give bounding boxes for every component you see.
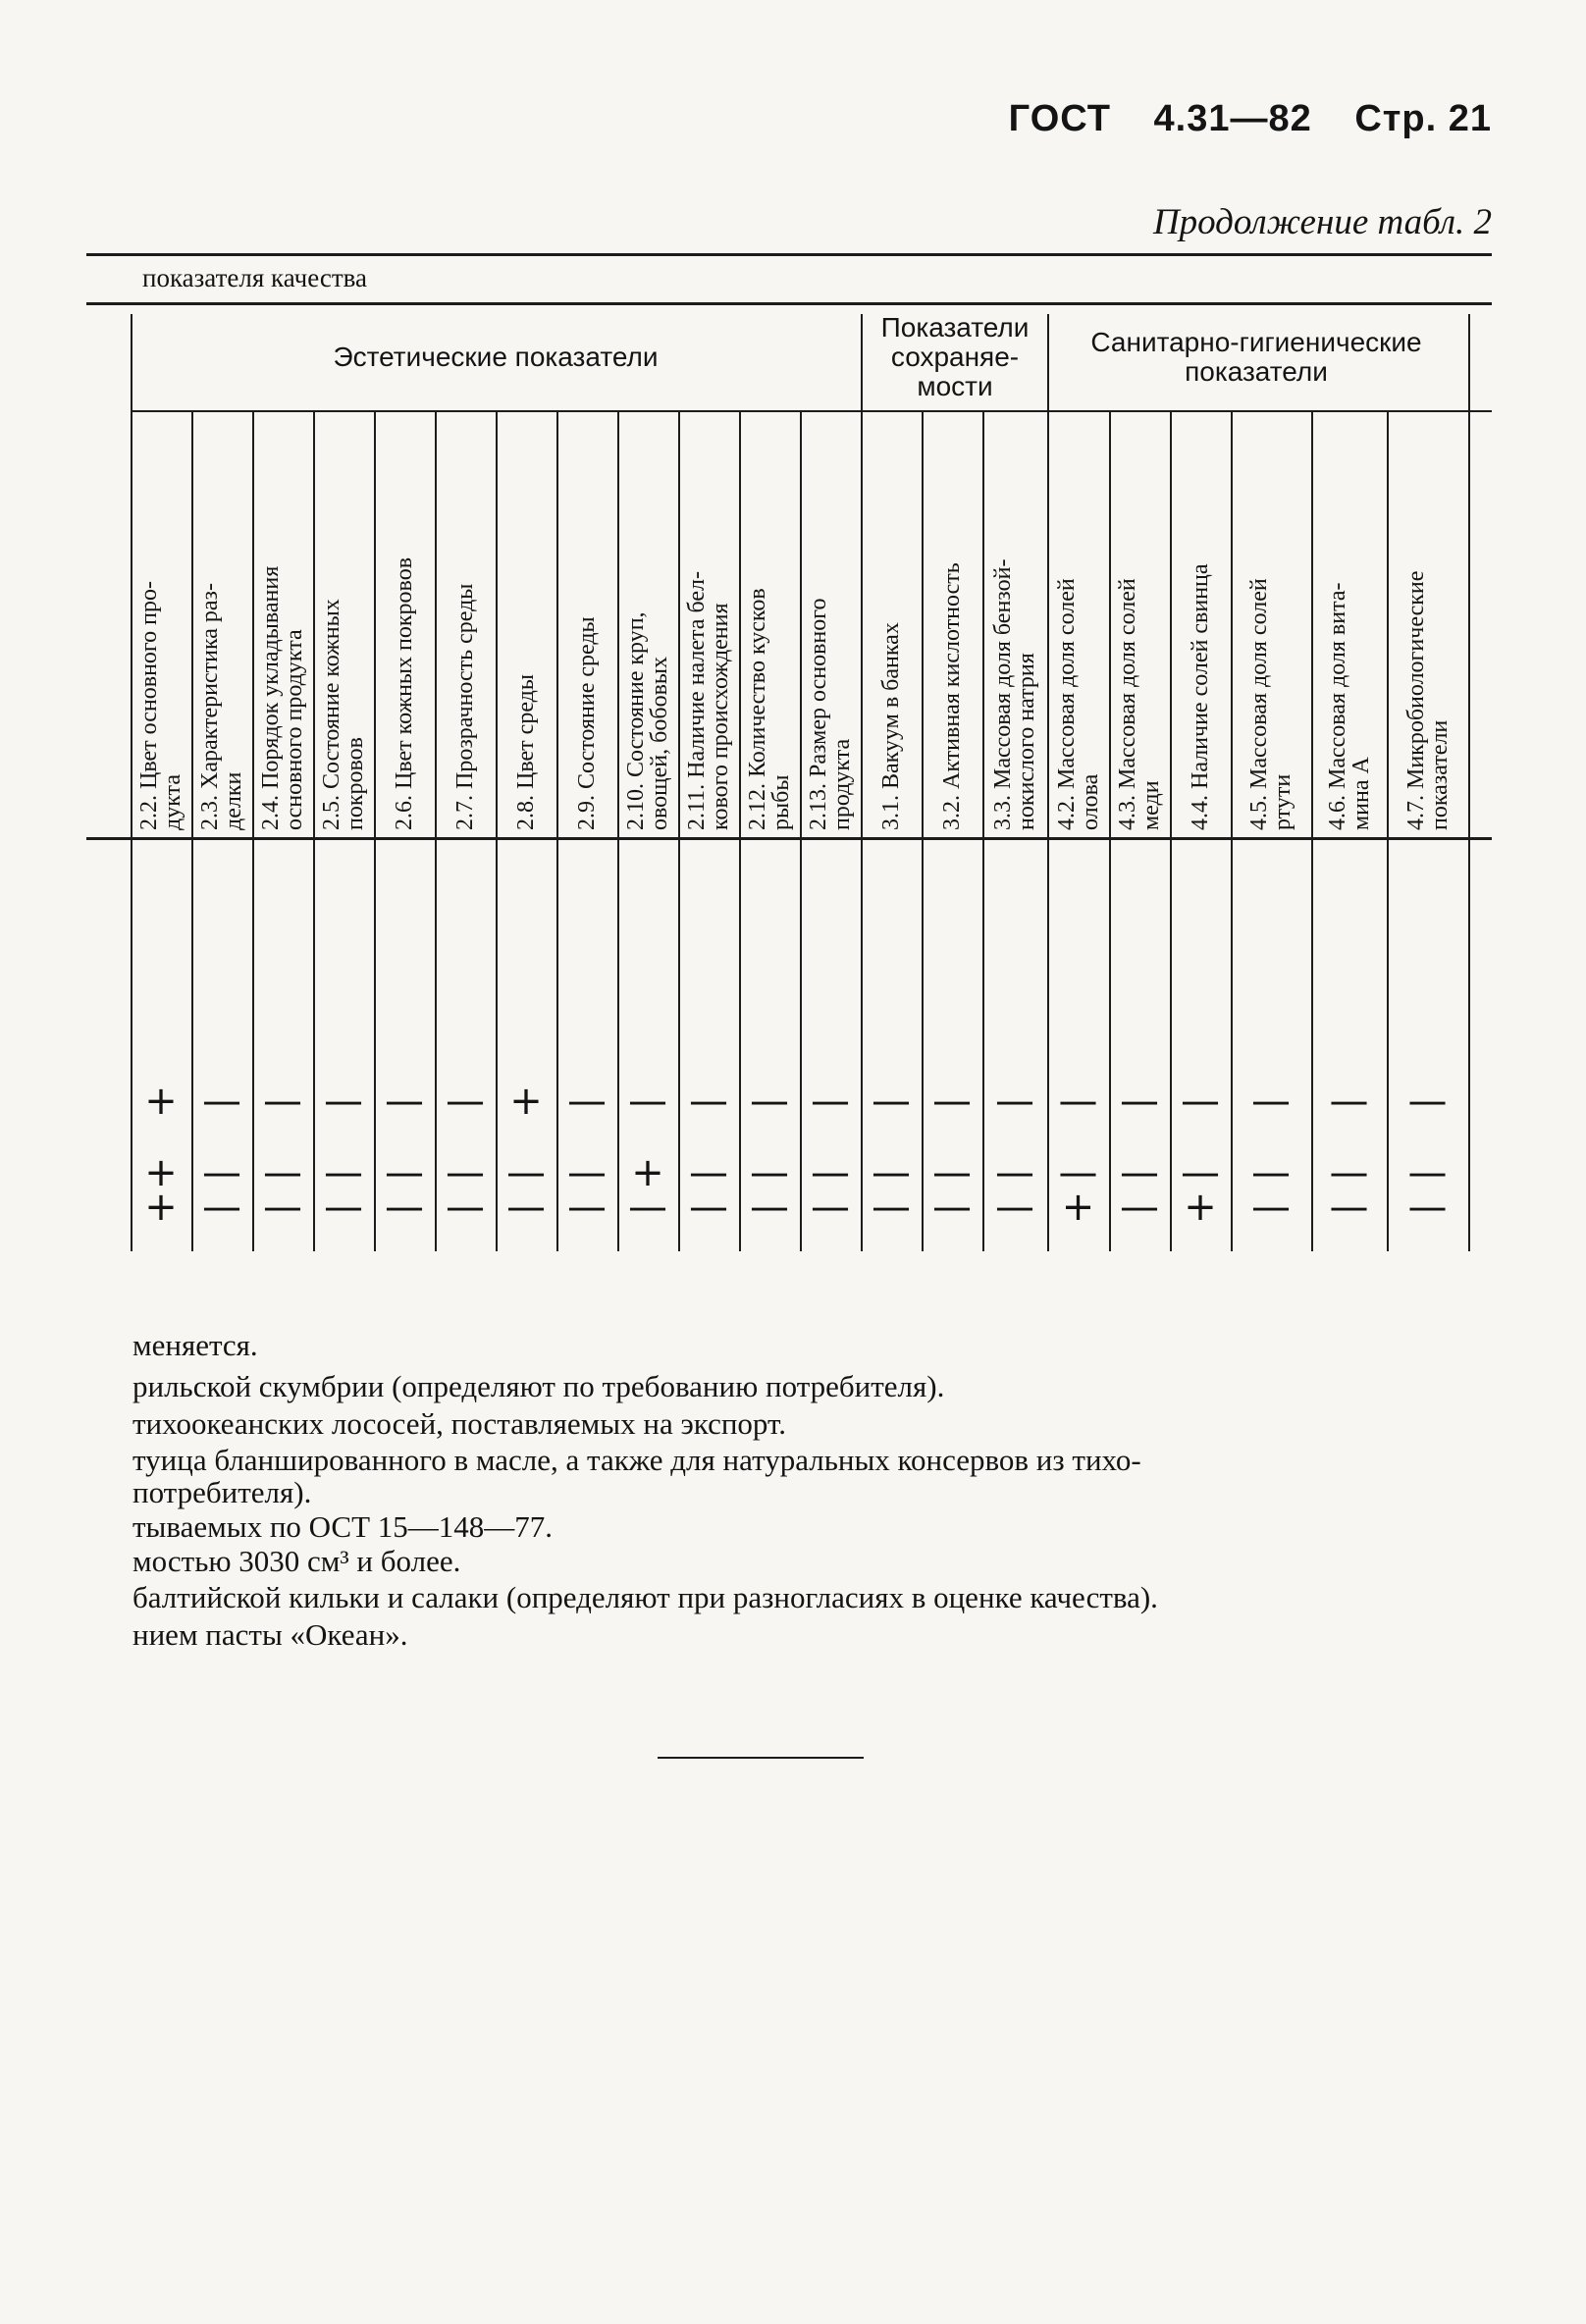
table-cell: — bbox=[385, 1079, 424, 1124]
column-header bbox=[1387, 420, 1468, 830]
caption-rule bbox=[86, 302, 1492, 305]
table-cell: — bbox=[932, 1150, 972, 1195]
standard-number: 4.31—82 bbox=[1153, 98, 1312, 139]
top-rule bbox=[86, 253, 1492, 256]
column-header-label: 2.8. Цвет среды bbox=[513, 674, 539, 830]
column-header bbox=[678, 420, 739, 830]
table-cell: — bbox=[324, 1185, 363, 1230]
column-header-label: 2.5. Состояние кожных покровов bbox=[319, 599, 368, 830]
column-header-label: 2.10. Состояние круп, овощей, бобовых bbox=[623, 611, 672, 830]
table-cell: — bbox=[872, 1150, 911, 1195]
table-cell: — bbox=[567, 1150, 607, 1195]
table-cell: — bbox=[1120, 1079, 1159, 1124]
table-cell: + bbox=[144, 1150, 178, 1195]
table-cell: — bbox=[1329, 1150, 1369, 1195]
footnote-line: мостью 3030 см³ и более. bbox=[132, 1544, 461, 1578]
table-cell: — bbox=[446, 1185, 485, 1230]
footnote-line: нием пасты «Океан». bbox=[132, 1617, 408, 1652]
table-caption: показателя качества bbox=[142, 263, 368, 292]
table-cell: — bbox=[1329, 1079, 1369, 1124]
column-header-label: 2.4. Порядок укладывания основного продукта bbox=[258, 565, 307, 830]
table-cell: — bbox=[689, 1150, 728, 1195]
table-cell: — bbox=[750, 1079, 789, 1124]
table-cell: — bbox=[811, 1079, 850, 1124]
table-cell: — bbox=[750, 1185, 789, 1230]
table-cell: — bbox=[811, 1185, 850, 1230]
table-cell: — bbox=[202, 1185, 241, 1230]
column-header-label: 2.12. Количество кусков рыбы bbox=[745, 588, 794, 830]
column-header-label: 2.11. Наличие налета бел- кового происхождения bbox=[684, 571, 733, 830]
table-cell: — bbox=[995, 1185, 1034, 1230]
table-cell: — bbox=[263, 1079, 302, 1124]
column-header bbox=[922, 420, 982, 830]
group-sanitary: Санитарно-гигиенические показатели bbox=[1090, 327, 1422, 387]
column-header-label: 4.5. Массовая доля солей ртути bbox=[1246, 578, 1295, 830]
table-cell: — bbox=[872, 1079, 911, 1124]
table-cell: — bbox=[628, 1079, 667, 1124]
table-cell: + bbox=[144, 1079, 178, 1124]
group-preservation: Показатели сохраняе- мости bbox=[880, 312, 1030, 401]
table-cell: — bbox=[689, 1185, 728, 1230]
column-header bbox=[982, 420, 1047, 830]
table-cell: — bbox=[263, 1185, 302, 1230]
column-header-label: 3.2. Активная кислотность bbox=[939, 562, 965, 830]
table-cell: — bbox=[689, 1079, 728, 1124]
column-header bbox=[131, 420, 191, 830]
end-rule bbox=[658, 1757, 864, 1759]
column-header bbox=[861, 420, 922, 830]
column-header bbox=[556, 420, 617, 830]
table-cell: — bbox=[202, 1150, 241, 1195]
column-header-label: 2.13. Размер основного продукта bbox=[806, 598, 855, 830]
table-cell: — bbox=[567, 1079, 607, 1124]
table-cell: + bbox=[631, 1150, 664, 1195]
table-cell: + bbox=[1061, 1185, 1095, 1230]
table-cell: — bbox=[446, 1150, 485, 1195]
table-cell: — bbox=[1407, 1150, 1448, 1195]
column-header-label: 4.4. Наличие солей свинца bbox=[1188, 563, 1213, 830]
column-header-label: 2.2. Цвет основного про- дукта bbox=[136, 580, 185, 830]
column-header-label: 3.3. Массовая доля бензой- нокислого натрия bbox=[990, 558, 1039, 830]
column-header-label: 4.2. Массовая доля солей олова bbox=[1053, 578, 1103, 830]
table-cell: — bbox=[385, 1150, 424, 1195]
table-cell: — bbox=[1251, 1079, 1291, 1124]
table-cell: — bbox=[1058, 1150, 1098, 1195]
footnote-line: балтийской кильки и салаки (определяют при разногласиях в оценке качества). bbox=[132, 1580, 1158, 1614]
column-header bbox=[1109, 420, 1170, 830]
column-header bbox=[1047, 420, 1109, 830]
standard-label: ГОСТ bbox=[1008, 98, 1111, 139]
table-cell: + bbox=[509, 1079, 543, 1124]
column-header bbox=[617, 420, 678, 830]
footnote-line: рильской скумбрии (определяют по требованию потребителя). bbox=[132, 1369, 945, 1403]
column-header-label: 2.6. Цвет кожных покровов bbox=[392, 556, 417, 830]
column-header-label: 2.3. Характеристика раз- делки bbox=[197, 582, 246, 830]
header-bottom-rule bbox=[86, 837, 1492, 840]
column-header bbox=[1170, 420, 1231, 830]
table-cell: — bbox=[1251, 1150, 1291, 1195]
table-cell: — bbox=[324, 1079, 363, 1124]
table-cell: — bbox=[506, 1150, 546, 1195]
footnote-line: потребителя). bbox=[132, 1475, 312, 1509]
table-cell: — bbox=[446, 1079, 485, 1124]
table-cell: — bbox=[506, 1185, 546, 1230]
column-header bbox=[191, 420, 252, 830]
column-header bbox=[496, 420, 556, 830]
column-header bbox=[800, 420, 861, 830]
column-header-label: 2.7. Прозрачность среды bbox=[452, 583, 478, 830]
table-cell: — bbox=[1407, 1185, 1448, 1230]
column-header bbox=[374, 420, 435, 830]
footnote-line: тихоокеанских лососей, поставляемых на экспорт. bbox=[132, 1406, 786, 1441]
footnote-line: меняется. bbox=[132, 1328, 258, 1362]
column-header-label: 4.3. Массовая доля солей меди bbox=[1115, 578, 1164, 830]
table-cell: — bbox=[1251, 1185, 1291, 1230]
column-header-label: 2.9. Состояние среды bbox=[574, 616, 600, 830]
column-header bbox=[1231, 420, 1311, 830]
column-header bbox=[435, 420, 496, 830]
table-cell: — bbox=[932, 1185, 972, 1230]
group-aesthetic: Эстетические показатели bbox=[333, 342, 659, 372]
column-header-label: 4.7. Микробиологические показатели bbox=[1402, 570, 1453, 830]
table-cell: — bbox=[1120, 1150, 1159, 1195]
table-cell: — bbox=[995, 1150, 1034, 1195]
column-header bbox=[1311, 420, 1387, 830]
table-cell: + bbox=[1184, 1185, 1217, 1230]
group-rule bbox=[131, 410, 1492, 412]
table-cell: — bbox=[1181, 1150, 1220, 1195]
table-cell: — bbox=[1181, 1079, 1220, 1124]
page-header bbox=[1009, 98, 1492, 140]
footnote-line: туица бланшированного в масле, а также для натуральных консервов из тихо- bbox=[132, 1443, 1141, 1477]
table-cell: — bbox=[628, 1185, 667, 1230]
table-cell: — bbox=[811, 1150, 850, 1195]
table-cell: — bbox=[202, 1079, 241, 1124]
table-cell: — bbox=[1120, 1185, 1159, 1230]
column-header-label: 4.6. Массовая доля вита- мина А bbox=[1324, 582, 1374, 830]
column-header bbox=[313, 420, 374, 830]
table-cell: — bbox=[324, 1150, 363, 1195]
footnote-line: тываемых по ОСТ 15—148—77. bbox=[132, 1509, 554, 1544]
table-cell: — bbox=[750, 1150, 789, 1195]
table-cell: — bbox=[872, 1185, 911, 1230]
table-cell: — bbox=[1407, 1079, 1448, 1124]
column-header bbox=[252, 420, 313, 830]
table-cell: — bbox=[995, 1079, 1034, 1124]
table-cell: — bbox=[932, 1079, 972, 1124]
table-cell: — bbox=[567, 1185, 607, 1230]
table-cell: — bbox=[263, 1150, 302, 1195]
table-cell: — bbox=[1058, 1079, 1098, 1124]
page-number: Стр. 21 bbox=[1354, 98, 1492, 139]
table-cell: — bbox=[1329, 1185, 1369, 1230]
table-continuation-label: Продолжение табл. 2 bbox=[1152, 202, 1492, 242]
table-cell: — bbox=[385, 1185, 424, 1230]
column-header-label: 3.1. Вакуум в банках bbox=[878, 622, 904, 830]
table-cell: + bbox=[144, 1185, 178, 1230]
column-header bbox=[739, 420, 800, 830]
column-rule bbox=[1468, 314, 1470, 1251]
